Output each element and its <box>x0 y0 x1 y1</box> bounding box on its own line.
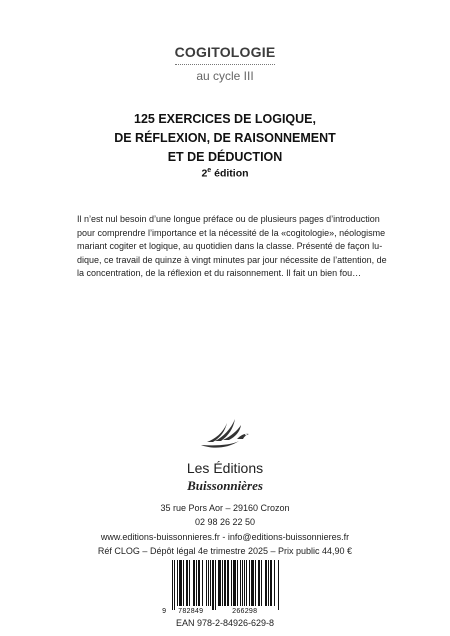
publisher-name-script: Buissonnières <box>187 478 263 493</box>
series-title: COGITOLOGIE <box>174 44 276 60</box>
barcode-digits-left: 782849 <box>178 608 204 616</box>
book-title-line: DE RÉFLEXION, DE RAISONNEMENT <box>114 131 336 145</box>
series-subtitle: au cycle III <box>196 69 254 83</box>
reference-text: Réf CLOG – Dépôt légal 4e trimestre 2025 – Prix public 44,90 € <box>97 546 353 556</box>
blurb-line: la concentration, de la réflexion et du raisonnement. Il fait un bien fou… <box>77 268 362 278</box>
barcode-bar <box>179 560 182 606</box>
barcode-bar <box>231 560 232 606</box>
bird-logo-icon <box>197 415 253 455</box>
blurb-line: dique, ce travail de quinze à vingt minutes par jour nécessite de l’attention, de <box>77 254 387 265</box>
series-divider <box>175 64 275 65</box>
barcode-bar <box>244 560 245 606</box>
barcode-bar <box>218 560 221 606</box>
barcode-bar <box>210 560 211 606</box>
barcode-digits-right: 266298 <box>232 608 258 616</box>
barcode <box>170 560 282 610</box>
barcode-bar <box>206 560 207 606</box>
publisher-name: Les Éditions <box>186 460 264 476</box>
barcode-bar <box>193 560 195 606</box>
barcode-bar <box>240 560 241 606</box>
barcode-bar <box>268 560 269 606</box>
barcode-bar <box>174 560 175 610</box>
book-title <box>0 110 450 167</box>
barcode-bar <box>278 560 279 610</box>
ean-number: EAN 978-2-84926-629-8 <box>175 618 275 628</box>
barcode-bar <box>196 560 197 606</box>
barcode-bar <box>198 560 200 606</box>
blurb-line: Il n’est nul besoin d’une longue préface ou de plusieurs pages d’introduction <box>77 214 380 224</box>
barcode-bar <box>237 560 238 606</box>
barcode-bar <box>202 560 203 606</box>
barcode-bar <box>186 560 188 606</box>
barcode-bar <box>265 560 267 606</box>
barcode-bar <box>255 560 256 606</box>
barcode-bar <box>274 560 275 606</box>
barcode-bar <box>258 560 260 606</box>
barcode-bar <box>261 560 262 606</box>
blurb-line: mariant cogiter et logique, au quotidien dans la classe. Présenté de façon lu- <box>77 241 383 251</box>
edition-word: édition <box>211 167 249 180</box>
book-title-line: ET DE DÉDUCTION <box>167 150 283 164</box>
edition-superscript: e <box>207 167 212 174</box>
barcode-bar <box>233 560 236 606</box>
barcode-bar <box>208 560 209 606</box>
barcode-bar <box>222 560 223 606</box>
barcode-bar <box>249 560 250 606</box>
barcode-bar <box>212 560 214 610</box>
reference-line <box>0 546 450 556</box>
publisher-address: 35 rue Pors Aor – 29160 Crozon <box>160 503 290 513</box>
barcode-bar <box>177 560 178 606</box>
barcode-bar <box>172 560 173 610</box>
barcode-bar <box>270 560 272 606</box>
edition-label <box>0 167 450 180</box>
barcode-bar <box>246 560 247 606</box>
barcode-bar <box>183 560 184 606</box>
barcode-bar <box>251 560 254 606</box>
book-title-line: 125 EXERCICES DE LOGIQUE, <box>134 112 316 126</box>
publisher-phone: 02 98 26 22 50 <box>194 517 256 527</box>
barcode-bar <box>227 560 229 606</box>
blurb-paragraph <box>77 213 387 281</box>
barcode-bar <box>242 560 243 606</box>
barcode-digit-first: 9 <box>162 608 167 616</box>
barcode-bar <box>189 560 190 606</box>
edition-number: 2 <box>201 167 208 180</box>
barcode-bar <box>224 560 226 606</box>
barcode-bar <box>215 560 216 610</box>
publisher-web-email: www.editions-buissonnieres.fr - info@editions-buissonnieres.fr <box>100 532 350 542</box>
blurb-line: pour comprendre l’importance et la nécessité de la «cogitologie», néologisme <box>77 227 386 238</box>
